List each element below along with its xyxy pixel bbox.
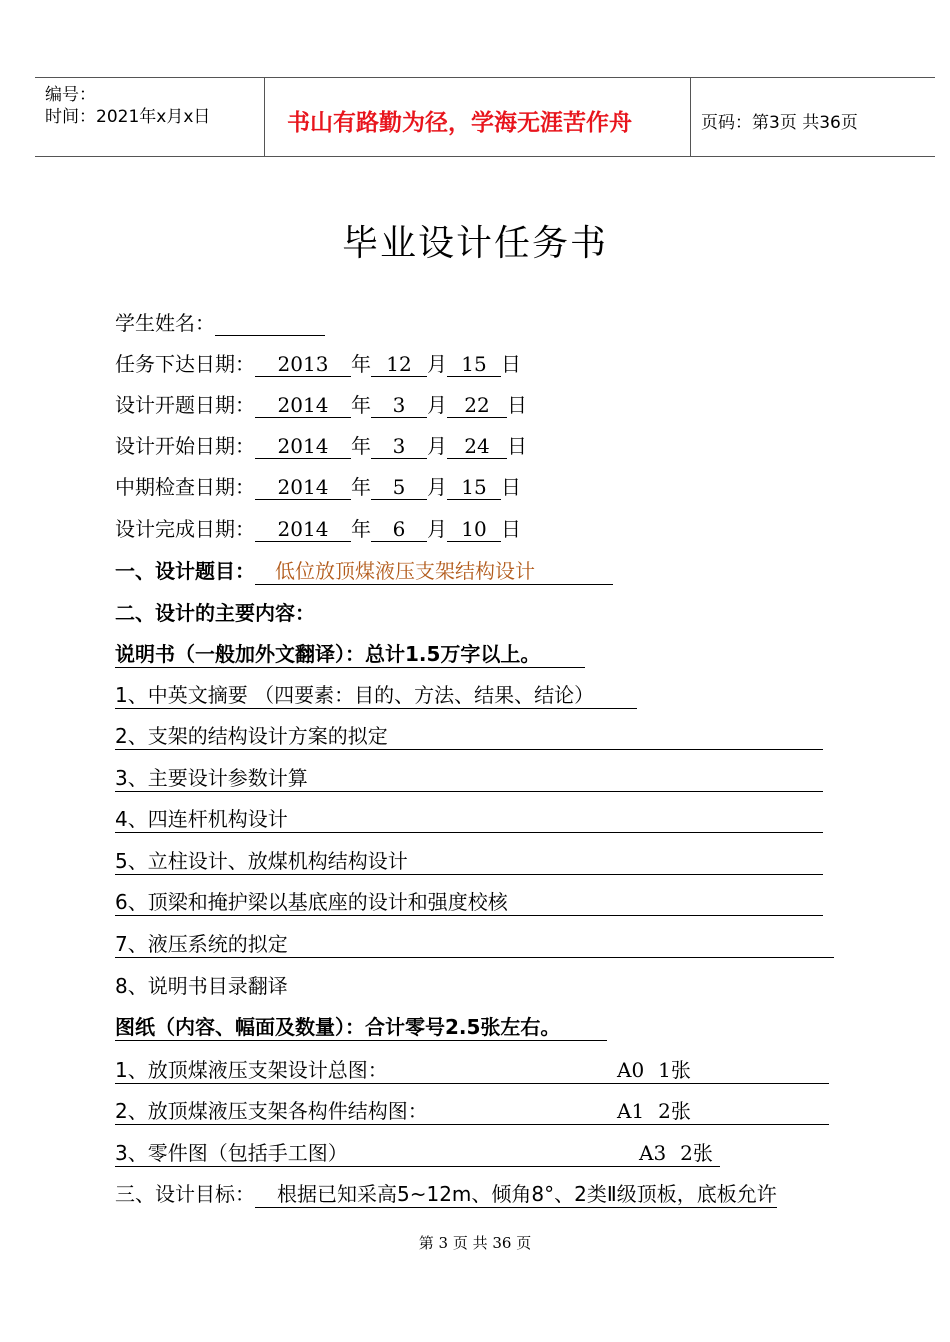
date-row-1 — [115, 392, 527, 418]
unit-month: 月 — [427, 517, 447, 541]
manual-item — [115, 848, 823, 875]
manual-item — [115, 765, 823, 792]
date-day: 24 — [447, 434, 507, 459]
manual-item — [115, 682, 637, 709]
drawing-item — [115, 1057, 829, 1084]
drawing-item — [115, 1098, 829, 1125]
date-year: 2014 — [255, 475, 351, 500]
page-footer: 第 3 页 共 36 页 — [418, 1234, 532, 1252]
drawing-item-name: 3、零件图（包括手工图） — [115, 1141, 348, 1165]
student-name-label: 学生姓名： — [115, 311, 215, 335]
unit-month: 月 — [427, 393, 447, 417]
unit-month: 月 — [427, 352, 447, 376]
goal-value: 根据已知采高5~12m、倾角8°、2类Ⅱ级顶板，底板允许 — [255, 1181, 777, 1208]
unit-month: 月 — [427, 475, 447, 499]
drawing-item-size: A1 — [617, 1099, 645, 1123]
unit-year: 年 — [351, 475, 371, 499]
manual-heading-text: 说明书（一般加外文翻译）：总计1.5万字以上。 — [115, 641, 585, 668]
topic-value: 低位放顶煤液压支架结构设计 — [275, 559, 535, 583]
date-row-4 — [115, 516, 521, 542]
date-day: 15 — [447, 475, 501, 500]
header-page-cell — [691, 78, 935, 156]
date-year: 2014 — [255, 434, 351, 459]
page-indicator: 页码：第3页 共36页 — [701, 113, 858, 133]
unit-day: 日 — [507, 434, 527, 458]
unit-year: 年 — [351, 393, 371, 417]
manual-item-text: 8、说明书目录翻译 — [115, 974, 288, 998]
unit-day: 日 — [501, 352, 521, 376]
unit-year: 年 — [351, 517, 371, 541]
date-day: 10 — [447, 517, 501, 542]
drawing-heading-text: 图纸（内容、幅面及数量）：合计零号2.5张左右。 — [115, 1014, 607, 1041]
unit-day: 日 — [501, 517, 521, 541]
date-row-0 — [115, 351, 521, 377]
goal-label: 三、设计目标： — [115, 1182, 255, 1206]
drawing-item-size-count — [617, 1098, 691, 1124]
code-label: 编号： — [45, 85, 96, 105]
manual-item-text: 5、立柱设计、放煤机构结构设计 — [115, 848, 823, 875]
time-label: 时间：2021年x月x日 — [45, 107, 211, 127]
motto: 书山有路勤为径，学海无涯苦作舟 — [287, 110, 632, 136]
manual-item-text: 6、顶梁和掩护梁以基底座的设计和强度校核 — [115, 889, 823, 916]
unit-month: 月 — [427, 434, 447, 458]
date-label: 设计完成日期： — [115, 517, 255, 541]
date-label: 任务下达日期： — [115, 352, 255, 376]
drawing-heading — [115, 1014, 607, 1041]
drawing-item-underline — [115, 1057, 829, 1084]
date-row-3 — [115, 474, 521, 500]
date-day: 22 — [447, 393, 507, 418]
unit-day: 日 — [507, 393, 527, 417]
date-year: 2013 — [255, 352, 351, 377]
unit-year: 年 — [351, 352, 371, 376]
manual-item-text: 1、中英文摘要 （四要素：目的、方法、结果、结论） — [115, 682, 637, 709]
date-row-2 — [115, 433, 527, 459]
content-label: 二、设计的主要内容： — [115, 601, 315, 625]
manual-item-text: 4、四连杆机构设计 — [115, 806, 823, 833]
student-name-blank — [215, 311, 325, 336]
topic-row — [115, 558, 613, 585]
drawing-item-count: 2张 — [680, 1141, 713, 1165]
date-label: 设计开题日期： — [115, 393, 255, 417]
drawing-item-size: A0 — [617, 1058, 645, 1082]
drawing-item-count: 2张 — [658, 1099, 691, 1123]
drawing-item-underline — [115, 1140, 720, 1167]
date-month: 3 — [371, 434, 427, 459]
date-month: 5 — [371, 475, 427, 500]
topic-label: 一、设计题目： — [115, 559, 255, 583]
manual-item — [115, 889, 823, 916]
manual-item-text: 7、液压系统的拟定 — [115, 931, 834, 958]
date-year: 2014 — [255, 393, 351, 418]
drawing-item-underline — [115, 1098, 829, 1125]
date-label: 设计开始日期： — [115, 434, 255, 458]
header-info-cell — [35, 78, 265, 156]
manual-item — [115, 723, 823, 750]
topic-underline — [255, 558, 613, 585]
drawing-item-size-count — [639, 1140, 713, 1166]
document-title: 毕业设计任务书 — [341, 223, 608, 264]
drawing-item-name: 1、放顶煤液压支架设计总图： — [115, 1058, 388, 1082]
student-name-row — [115, 310, 325, 336]
header-motto-cell — [265, 78, 691, 156]
date-label: 中期检查日期： — [115, 475, 255, 499]
goal-row — [115, 1181, 777, 1208]
date-month: 3 — [371, 393, 427, 418]
drawing-item-count: 1张 — [658, 1058, 691, 1082]
manual-item — [115, 806, 823, 833]
unit-day: 日 — [501, 475, 521, 499]
drawing-item-name: 2、放顶煤液压支架各构件结构图： — [115, 1099, 428, 1123]
manual-item-text: 2、支架的结构设计方案的拟定 — [115, 723, 823, 750]
date-year: 2014 — [255, 517, 351, 542]
date-month: 12 — [371, 352, 427, 377]
drawing-item — [115, 1140, 720, 1167]
date-month: 6 — [371, 517, 427, 542]
manual-heading — [115, 641, 585, 668]
manual-item — [115, 973, 288, 999]
drawing-item-size-count — [617, 1057, 691, 1083]
date-day: 15 — [447, 352, 501, 377]
manual-item-text: 3、主要设计参数计算 — [115, 765, 823, 792]
drawing-item-size: A3 — [639, 1141, 667, 1165]
manual-item — [115, 931, 834, 958]
page-header — [35, 77, 935, 157]
unit-year: 年 — [351, 434, 371, 458]
